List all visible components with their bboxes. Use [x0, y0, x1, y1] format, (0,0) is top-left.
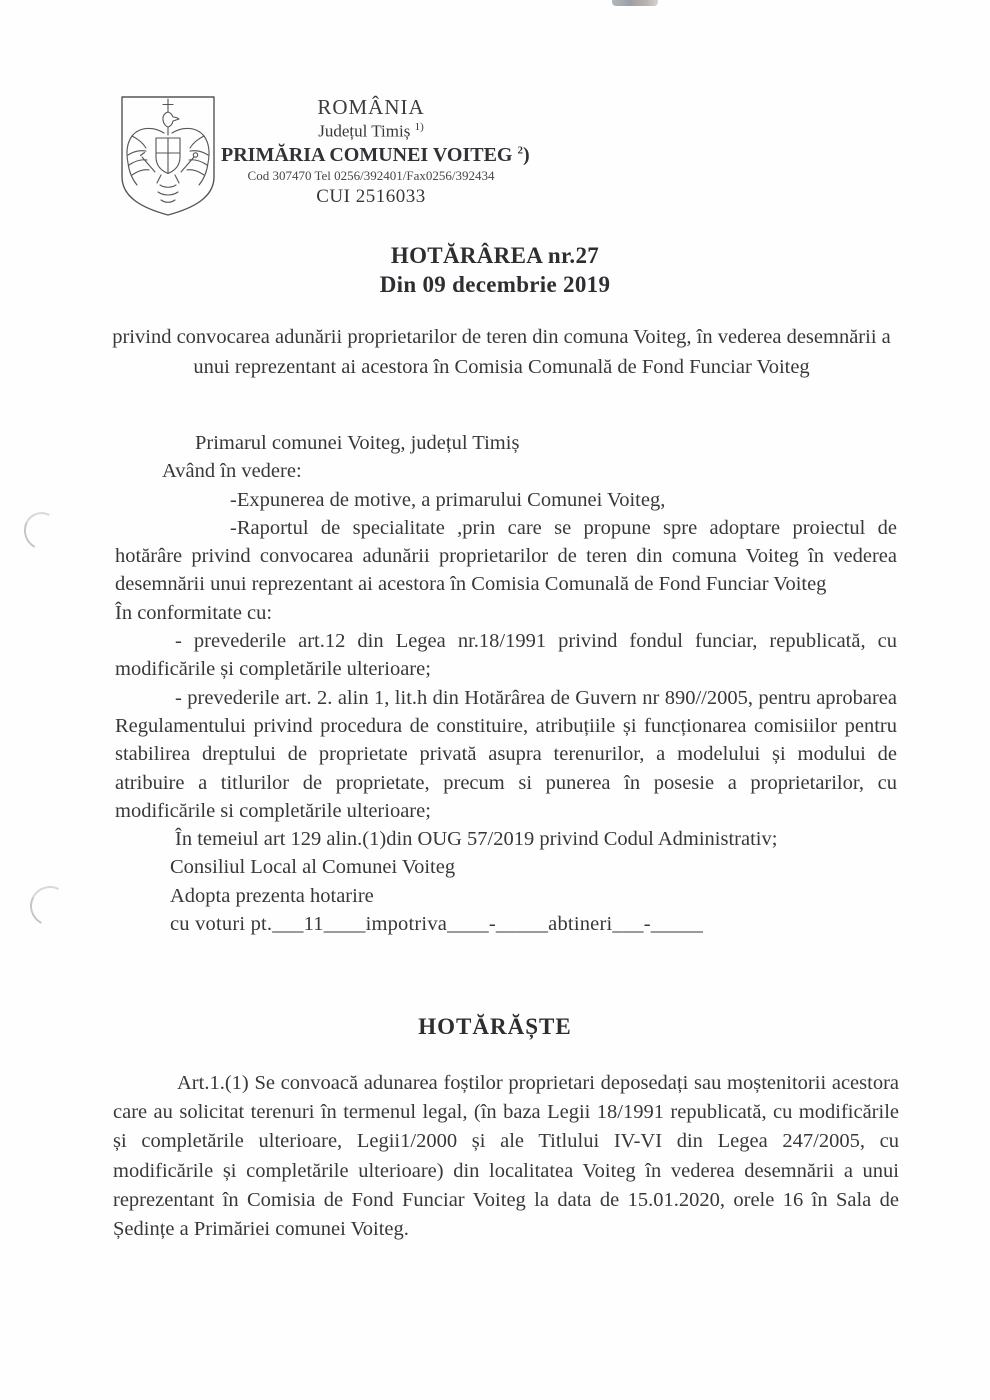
preamble-item-expunere: -Expunerea de motive, a primarului Comunei Voiteg,: [230, 488, 666, 511]
votes-abstain-value: -: [643, 913, 651, 936]
votes-blank: ___: [612, 913, 644, 936]
punch-hole-mark-upper: [19, 507, 65, 554]
votes-for-value: 11: [303, 913, 324, 936]
preamble-item-hg-890-2005: - prevederile art. 2. alin 1, lit.h din Hotărârea de Guvern nr 890//2005, pentru aprobarea Regulamentului privind procedura de constituire, atribuțiile și funcționarea comisiilor pentru stabilirea dreptului de proprietate privată asupra terenurilor, a modelului și modului de atribuire a titlurilor de proprietate, precum si punerea în posesie a proprietarilor, cu modificările si completările ulterioare;: [115, 686, 897, 822]
votes-against-label: impotriva: [365, 913, 448, 936]
votes-blank: ____: [447, 913, 489, 936]
votes-line: [115, 910, 897, 938]
decision-heading: HOTĂRĂȘTE: [418, 1014, 572, 1039]
letterhead-county-name: Județul Timiș: [318, 121, 411, 141]
preamble-adoption: Adopta prezenta hotarire: [170, 884, 374, 907]
letterhead-contact: Cod 307470 Tel 0256/392401/Fax0256/392434: [247, 167, 495, 183]
votes-blank: ___: [272, 913, 304, 936]
letterhead-cui: CUI 2516033: [316, 185, 426, 207]
letterhead-institution: [221, 143, 530, 167]
letterhead-country: ROMÂNIA: [317, 95, 425, 119]
letterhead-institution-name: PRIMĂRIA COMUNEI VOITEG: [221, 143, 513, 166]
letterhead-county-footnote: 1): [414, 121, 424, 133]
document-title: [0, 241, 990, 299]
punch-hole-mark-lower: [25, 881, 75, 931]
preamble-considering-label: Având în vedere:: [162, 460, 302, 483]
preamble-item-raport: -Raportul de specialitate ,prin care se propune spre adoptare proiectul de hotărâre privind convocarea adunării proprietarilor de teren din comuna Voiteg în vederea desemnării unui reprezentant ai acestora în Comisia Comunală de Fond Funciar Voiteg: [115, 516, 897, 596]
document-title-number: HOTĂRÂREA nr.27: [390, 243, 600, 268]
preamble-conformity-label: În conformitate cu:: [115, 601, 273, 624]
preamble-item-legea-18-1991: - prevederile art.12 din Legea nr.18/1991 privind fondul funciar, republicată, cu modificările și completările ulterioare;: [115, 630, 897, 681]
letterhead: [115, 93, 530, 219]
votes-blank: ____: [323, 913, 366, 936]
letterhead-institution-footnote: 2: [517, 144, 523, 156]
preamble-legal-basis: În temeiul art 129 alin.(1)din OUG 57/2019 privind Codul Administrativ;: [175, 828, 778, 851]
votes-abstain-label: abtineri: [548, 913, 613, 936]
letterhead-county: [221, 121, 521, 142]
document-subject: privind convocarea adunării proprietarilor de teren din comuna Voiteg, în vederea desemnării a unui reprezentant ai acestora în Comisia Comunală de Fond Funciar Voiteg: [112, 326, 891, 378]
votes-against-value: -: [488, 913, 496, 936]
document-title-date: Din 09 decembrie 2019: [379, 272, 611, 297]
votes-blank: _____: [650, 913, 704, 936]
votes-blank: _____: [495, 913, 549, 936]
preamble-issuer: Primarul comunei Voiteg, județul Timiș: [195, 432, 520, 454]
letterhead-text: [221, 93, 530, 208]
coat-of-arms-icon: [115, 93, 221, 219]
scan-artifact-top-smudge: [612, 0, 658, 6]
letterhead-institution-paren: ): [522, 143, 530, 166]
preamble-section: [115, 429, 897, 938]
preamble-council: Consiliul Local al Comunei Voiteg: [170, 856, 456, 879]
article-1-paragraph: Art.1.(1) Se convoacă adunarea foștilor proprietari deposedați sau moștenitorii acestora care au solicitat terenuri în termenul legal, (în baza Legii 18/1991 republicată, cu modificările și completările ulterioare, Legii1/2000 și ale Titlului IV-VI din Legea 247/2005, cu modificările și completările ulterioare) din localitatea Voiteg în vederea desemnării a unui reprezentant în Comisia de Fond Funciar Voiteg la data de 15.01.2020, orele 16 în Sala de Ședințe a Primăriei comunei Voiteg.: [113, 1072, 899, 1241]
votes-prefix: cu voturi pt.: [170, 913, 273, 936]
